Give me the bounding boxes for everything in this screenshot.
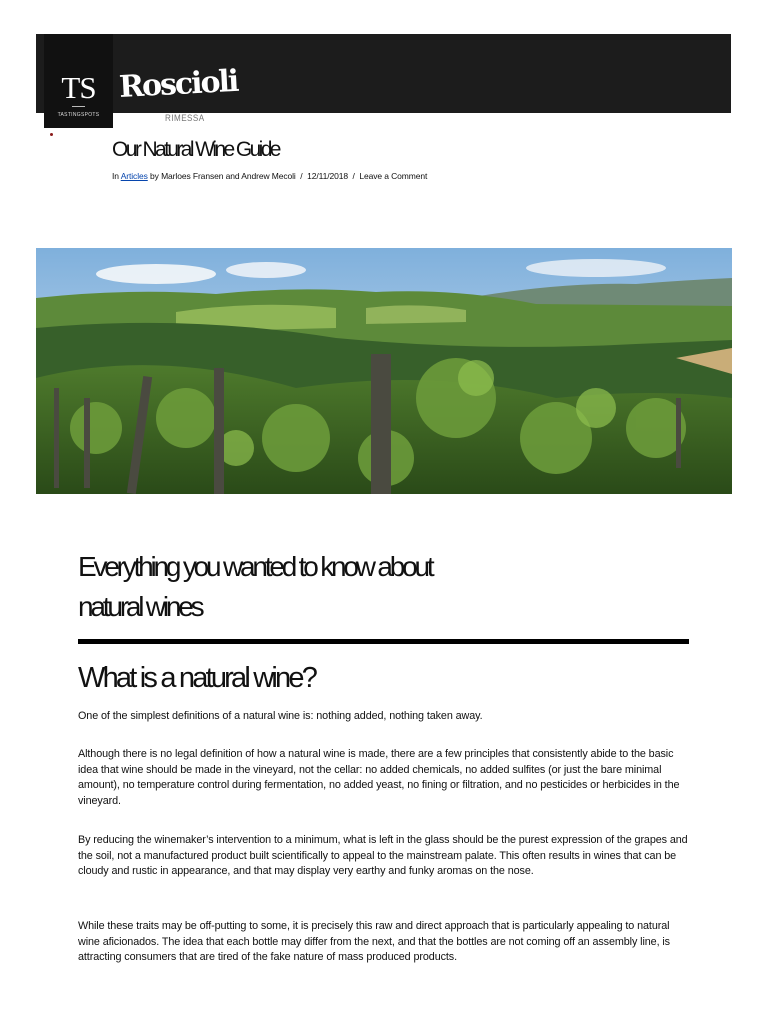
meta-authors: by Marloes Fransen and Andrew Mecoli (150, 171, 296, 181)
paragraph: One of the simplest definitions of a natural wine is: nothing added, nothing taken away. (78, 710, 483, 722)
tastingspots-logo[interactable] (44, 34, 113, 128)
section-divider (78, 639, 689, 644)
ts-logo-text: TASTINGSPOTS (57, 112, 100, 118)
paragraph: By reducing the winemaker’s intervention to a minimum, what is left in the glass should be the purest expression of the grapes and the soil, not a manufactured product built scientifically to appeal to the mainstream palate. This often results in wines that can be cloudy and rustic in appearance, and that may display very earthy and funky aromas on the nose. (78, 834, 688, 878)
menu-dot-icon (50, 133, 53, 136)
vineyard-image (36, 248, 732, 494)
post-meta (112, 171, 427, 181)
meta-separator: / (300, 171, 303, 181)
leave-comment-link[interactable]: Leave a Comment (359, 171, 428, 181)
section-title: Everything you wanted to know about natural wines (78, 551, 432, 622)
category-link[interactable]: Articles (120, 171, 148, 181)
roscioli-logo-sub: RIMESSA (165, 113, 205, 123)
hero-image (36, 248, 732, 494)
paragraph: While these traits may be off-putting to some, it is precisely this raw and direct approach that is particularly appealing to natural wine aficionados. The idea that each bottle may differ from the next, and that the bottles are not coming off an assembly line, is attracting consumers that are tired of the fake nature of mass produced products. (78, 920, 670, 964)
meta-prefix: In (112, 171, 119, 181)
meta-date: 12/11/2018 (307, 171, 348, 181)
ts-logo-mark: TS (61, 70, 96, 105)
roscioli-logo[interactable]: Roscioli (118, 63, 239, 105)
page-title: Our Natural Wine Guide (112, 138, 279, 161)
paragraph: Although there is no legal definition of how a natural wine is made, there are a few principles that consistently abide to the basic idea that wine should be made in the vineyard, not the cellar: no added chemicals, no added sulfites (or just the bare minimal amount), no temperature control during fermentation, no added yeast, no fining or filtration, and no pesticides or herbicides in the vineyard. (78, 748, 680, 808)
sub-heading: What is a natural wine? (78, 662, 316, 694)
logo-rule (72, 106, 85, 107)
meta-separator: / (352, 171, 355, 181)
